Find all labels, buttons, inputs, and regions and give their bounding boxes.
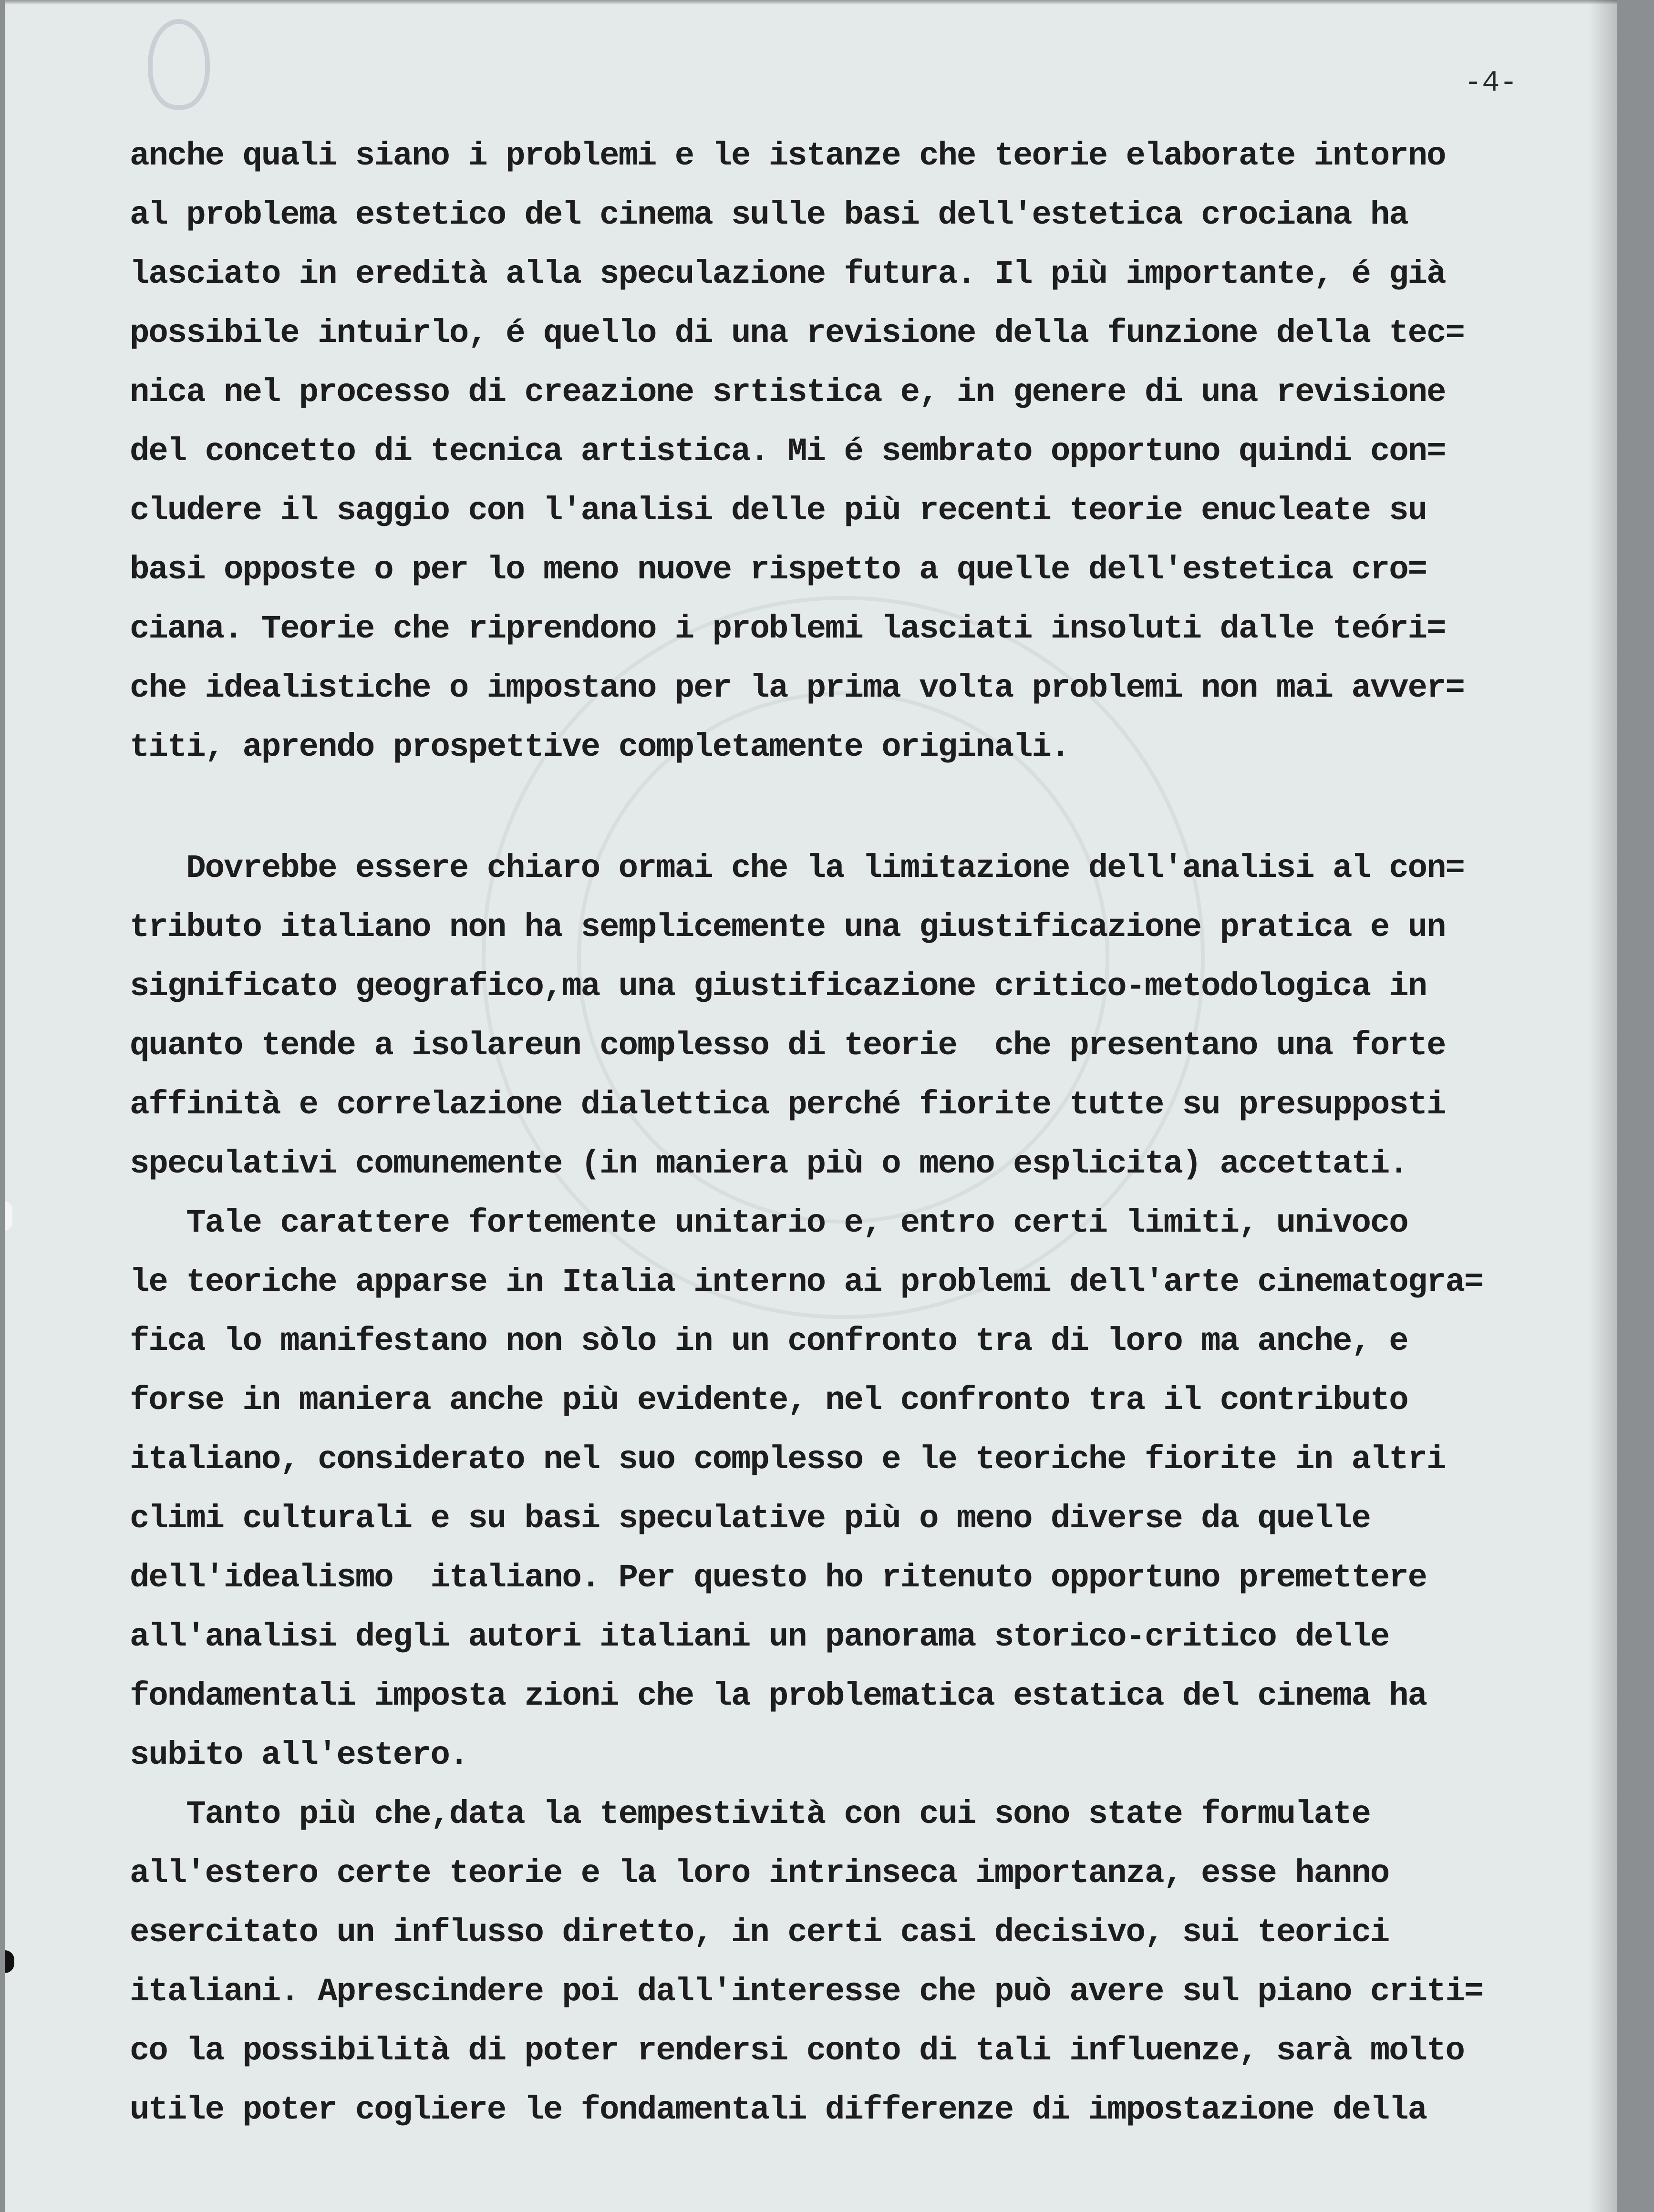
text-line: italiano, considerato nel suo complesso e le teoriche fiorite in altri (130, 1441, 1446, 1478)
document-page (5, 0, 1617, 2212)
text-line: climi culturali e su basi speculative più o meno diverse da quelle (130, 1500, 1370, 1537)
text-line: Dovrebbe essere chiaro ormai che la limitazione dell'analisi al con= (130, 850, 1464, 887)
paper-hole (5, 1950, 14, 1973)
text-line: fondamentali imposta zioni che la problematica estatica del cinema ha (130, 1677, 1427, 1715)
text-line: significato geografico,ma una giustificazione critico-metodologica in (130, 968, 1427, 1005)
text-line: subito all'estero. (130, 1737, 468, 1774)
text-line: titi, aprendo prospettive completamente originali. (130, 729, 1070, 766)
text-line: quanto tende a isolareun complesso di teorie che presentano una forte (130, 1027, 1446, 1064)
text-line: affinità e correlazione dialettica perché fiorite tutte su presupposti (130, 1086, 1446, 1123)
text-line: dell'idealismo italiano. Per questo ho ritenuto opportuno premettere (130, 1559, 1427, 1596)
typewritten-body (130, 126, 1522, 2140)
text-line: le teoriche apparse in Italia interno ai problemi dell'arte cinematogra= (130, 1264, 1483, 1301)
text-line: del concetto di tecnica artistica. Mi é sembrato opportuno quindi con= (130, 433, 1446, 470)
text-line: forse in maniera anche più evidente, nel confronto tra il contributo (130, 1382, 1408, 1419)
page-number: -4- (1464, 66, 1518, 100)
paragraph-3 (130, 1193, 1522, 1785)
text-line: nica nel processo di creazione srtistica e, in genere di una revisione (130, 374, 1446, 411)
text-line: italiani. Aprescindere poi dall'interesse che può avere sul piano criti= (130, 1973, 1483, 2010)
page-top-shadow (5, 0, 1617, 5)
text-line: all'estero certe teorie e la loro intrinseca importanza, esse hanno (130, 1855, 1389, 1892)
text-line: anche quali siano i problemi e le istanze che teorie elaborate intorno (130, 137, 1446, 175)
paragraph-1 (130, 126, 1522, 777)
text-line: lasciato in eredità alla speculazione futura. Il più importante, é già (130, 256, 1446, 293)
text-line: possibile intuirlo, é quello di una revisione della funzione della tec= (130, 315, 1464, 352)
paper-notch (5, 1202, 12, 1230)
page-edge-shadow (1588, 0, 1617, 2212)
text-line: basi opposte o per lo meno nuove rispetto a quelle dell'estetica cro= (130, 551, 1427, 588)
paragraph-gap (130, 777, 1522, 839)
text-line: speculativi comunemente (in maniera più o meno esplicita) accettati. (130, 1145, 1408, 1183)
text-line: Tale carattere fortemente unitario e, entro certi limiti, univoco (130, 1204, 1408, 1242)
faded-margin-mark (148, 19, 210, 110)
text-line: esercitato un influsso diretto, in certi casi decisivo, sui teorici (130, 1914, 1389, 1951)
text-line: utile poter cogliere le fondamentali differenze di impostazione della (130, 2091, 1427, 2129)
text-line: fica lo manifestano non sòlo in un confronto tra di loro ma anche, e (130, 1323, 1408, 1360)
text-line: all'analisi degli autori italiani un panorama storico-critico delle (130, 1618, 1389, 1656)
text-line: Tanto più che,data la tempestività con cui sono state formulate (130, 1796, 1370, 1833)
paragraph-2 (130, 839, 1522, 1193)
text-line: cludere il saggio con l'analisi delle più recenti teorie enucleate su (130, 492, 1427, 529)
text-line: ciana. Teorie che riprendono i problemi lasciati insoluti dalle teóri= (130, 610, 1446, 648)
text-line: che idealistiche o impostano per la prima volta problemi non mai avver= (130, 669, 1464, 707)
paragraph-4 (130, 1785, 1522, 2140)
text-line: al problema estetico del cinema sulle basi dell'estetica crociana ha (130, 196, 1408, 234)
text-line: tributo italiano non ha semplicemente una giustificazione pratica e un (130, 909, 1446, 946)
text-line: co la possibilità di poter rendersi conto di tali influenze, sarà molto (130, 2032, 1464, 2069)
